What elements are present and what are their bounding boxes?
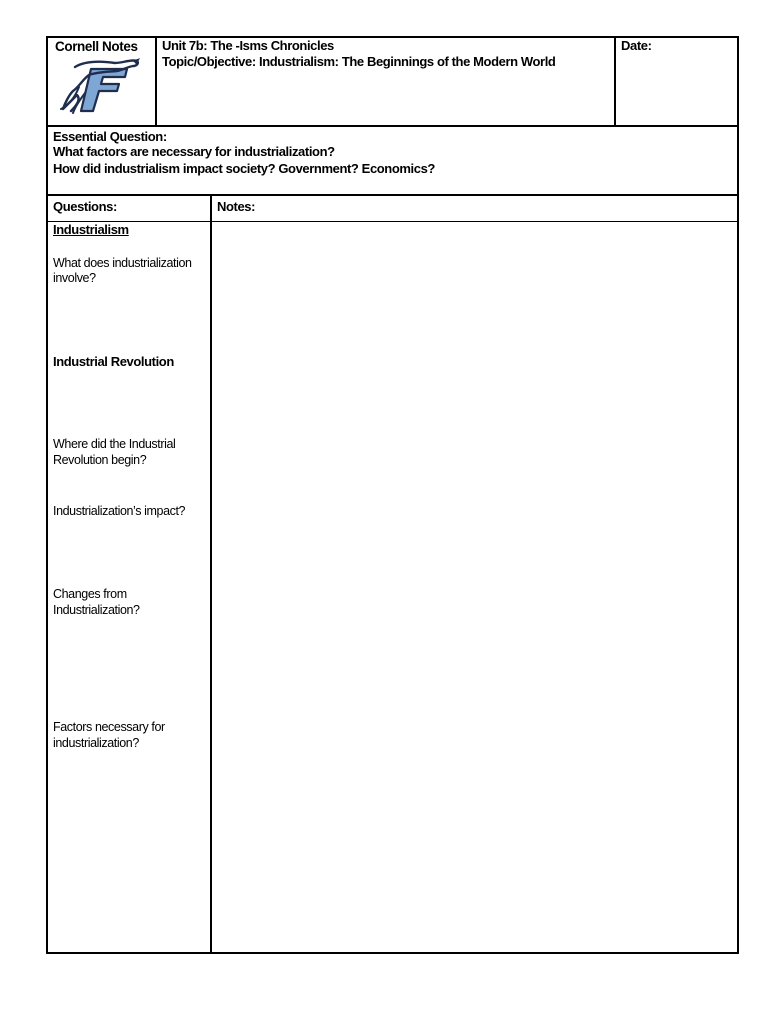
question-4-line-1: Changes from — [53, 587, 127, 601]
heading-industrial-revolution: Industrial Revolution — [53, 354, 174, 369]
essential-question-label: Essential Question: — [53, 129, 167, 144]
date-label: Date: — [621, 38, 652, 53]
notes-column-header: Notes: — [217, 199, 256, 214]
topic-objective: Topic/Objective: Industrialism: The Beginnings of the Modern World — [162, 54, 556, 69]
essential-question-line-1: What factors are necessary for industrialization? — [53, 144, 335, 159]
question-4-line-2: Industrialization? — [53, 603, 140, 617]
question-1-line-2: involve? — [53, 271, 96, 285]
notes-writing-area[interactable] — [212, 222, 737, 952]
question-2-line-2: Revolution begin? — [53, 453, 147, 467]
greyhound-f-logo-icon — [57, 57, 141, 115]
question-5-line-2: industrialization? — [53, 736, 139, 750]
question-5-line-1: Factors necessary for — [53, 720, 165, 734]
header-divider-right — [614, 36, 616, 127]
unit-title: Unit 7b: The -Isms Chronicles — [162, 38, 334, 53]
questions-column-header: Questions: — [53, 199, 117, 214]
question-1-line-1: What does industrialization — [53, 256, 192, 270]
header-divider-left — [155, 36, 157, 127]
essential-question-line-2: How did industrialism impact society? Government? Economics? — [53, 161, 435, 176]
question-3-line-1: Industrialization’s impact? — [53, 504, 186, 518]
heading-industrialism: Industrialism — [53, 222, 129, 237]
brand-label: Cornell Notes — [55, 39, 138, 54]
question-2-line-1: Where did the Industrial — [53, 437, 176, 451]
